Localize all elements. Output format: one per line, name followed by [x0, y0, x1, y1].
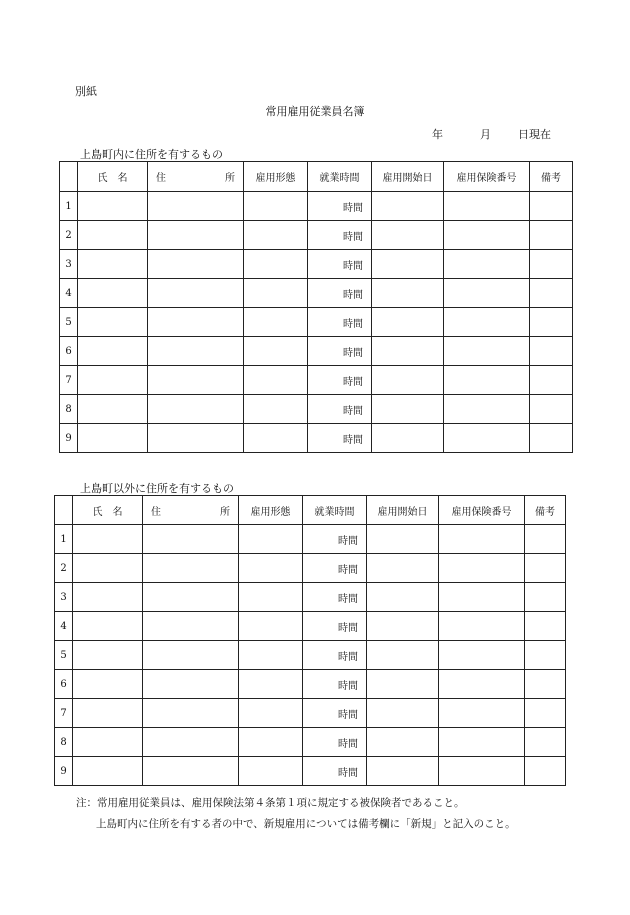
name-cell[interactable]: [78, 366, 148, 395]
start-date-cell[interactable]: [367, 525, 439, 554]
insurance-number-cell[interactable]: [444, 395, 530, 424]
name-cell[interactable]: [78, 250, 148, 279]
insurance-number-cell[interactable]: [439, 554, 525, 583]
insurance-number-cell[interactable]: [439, 641, 525, 670]
name-cell[interactable]: [73, 554, 143, 583]
date-year: 年: [432, 128, 443, 141]
insurance-number-cell[interactable]: [444, 424, 530, 453]
work-hours-cell: 時間: [303, 670, 367, 699]
work-hours-cell: 時間: [303, 641, 367, 670]
work-hours-cell: 時間: [303, 612, 367, 641]
insurance-number-cell[interactable]: [444, 279, 530, 308]
header-insurance-number: 雇用保険番号: [444, 162, 530, 192]
insurance-number-cell[interactable]: [444, 337, 530, 366]
start-date-cell[interactable]: [372, 279, 444, 308]
table-row: [60, 250, 573, 279]
header-number: [60, 162, 78, 192]
table-row: [60, 395, 573, 424]
name-cell[interactable]: [78, 337, 148, 366]
insurance-number-cell[interactable]: [444, 221, 530, 250]
remarks-cell[interactable]: [530, 221, 573, 250]
row-number: 9: [55, 757, 73, 786]
attachment-label: 別紙: [75, 85, 97, 98]
remarks-cell[interactable]: [525, 525, 566, 554]
employment-type-cell[interactable]: [239, 757, 303, 786]
start-date-cell[interactable]: [372, 366, 444, 395]
remarks-cell[interactable]: [525, 699, 566, 728]
employment-type-cell[interactable]: [244, 308, 308, 337]
employment-type-cell[interactable]: [244, 395, 308, 424]
insurance-number-cell[interactable]: [444, 250, 530, 279]
name-cell[interactable]: [78, 192, 148, 221]
row-number: 4: [60, 279, 78, 308]
table-row: [60, 192, 573, 221]
employment-type-cell[interactable]: [239, 670, 303, 699]
row-number: 9: [60, 424, 78, 453]
table-row: [55, 583, 566, 612]
start-date-cell[interactable]: [367, 641, 439, 670]
remarks-cell[interactable]: [530, 279, 573, 308]
work-hours-cell: 時間: [308, 366, 372, 395]
work-hours-cell: 時間: [308, 221, 372, 250]
address-cell[interactable]: [143, 612, 239, 641]
remarks-cell[interactable]: [530, 424, 573, 453]
header-number: [55, 496, 73, 525]
row-number: 5: [60, 308, 78, 337]
name-cell[interactable]: [73, 757, 143, 786]
address-cell[interactable]: [148, 192, 244, 221]
date-day: 日現在: [518, 128, 551, 141]
header-start-date: 雇用開始日: [372, 162, 444, 192]
table-row: [55, 612, 566, 641]
name-cell[interactable]: [73, 699, 143, 728]
roster-table-inside: [59, 161, 573, 453]
date-month: 月: [480, 128, 491, 141]
insurance-number-cell[interactable]: [444, 366, 530, 395]
row-number: 2: [55, 554, 73, 583]
start-date-cell[interactable]: [367, 554, 439, 583]
header-address: 住 所: [143, 496, 239, 525]
name-cell[interactable]: [78, 308, 148, 337]
table-row: [60, 337, 573, 366]
header-work-hours: 就業時間: [308, 162, 372, 192]
employment-type-cell[interactable]: [239, 728, 303, 757]
start-date-cell[interactable]: [372, 221, 444, 250]
table-row: [55, 641, 566, 670]
start-date-cell[interactable]: [372, 424, 444, 453]
table-row: [55, 525, 566, 554]
employment-type-cell[interactable]: [244, 279, 308, 308]
row-number: 3: [60, 250, 78, 279]
remarks-cell[interactable]: [525, 612, 566, 641]
table-row: [60, 221, 573, 250]
header-employment-type: 雇用形態: [244, 162, 308, 192]
start-date-cell[interactable]: [367, 728, 439, 757]
start-date-cell[interactable]: [367, 670, 439, 699]
insurance-number-cell[interactable]: [444, 308, 530, 337]
remarks-cell[interactable]: [530, 337, 573, 366]
row-number: 7: [60, 366, 78, 395]
table-header-row: [60, 162, 573, 192]
address-cell[interactable]: [148, 337, 244, 366]
header-name: 氏 名: [73, 496, 143, 525]
row-number: 7: [55, 699, 73, 728]
header-name: 氏 名: [78, 162, 148, 192]
remarks-cell[interactable]: [525, 554, 566, 583]
header-remarks: 備考: [530, 162, 573, 192]
row-number: 2: [60, 221, 78, 250]
work-hours-cell: 時間: [308, 192, 372, 221]
address-cell[interactable]: [143, 641, 239, 670]
section-title-inside: 上島町内に住所を有するもの: [80, 148, 223, 161]
address-cell[interactable]: [143, 728, 239, 757]
row-number: 6: [55, 670, 73, 699]
address-cell[interactable]: [143, 583, 239, 612]
employment-type-cell[interactable]: [244, 221, 308, 250]
remarks-cell[interactable]: [530, 366, 573, 395]
table-row: [60, 308, 573, 337]
document-title: 常用雇用従業員名簿: [265, 105, 365, 118]
insurance-number-cell[interactable]: [439, 699, 525, 728]
address-cell[interactable]: [143, 670, 239, 699]
address-cell[interactable]: [143, 525, 239, 554]
start-date-cell[interactable]: [372, 395, 444, 424]
work-hours-cell: 時間: [308, 424, 372, 453]
work-hours-cell: 時間: [308, 337, 372, 366]
row-number: 8: [55, 728, 73, 757]
address-cell[interactable]: [148, 424, 244, 453]
work-hours-cell: 時間: [303, 583, 367, 612]
remarks-cell[interactable]: [525, 757, 566, 786]
remarks-cell[interactable]: [525, 670, 566, 699]
header-remarks: 備考: [525, 496, 566, 525]
note-line-1: 注：常用雇用従業員は、雇用保険法第４条第１項に規定する被保険者であること。: [76, 797, 465, 809]
work-hours-cell: 時間: [308, 308, 372, 337]
insurance-number-cell[interactable]: [444, 192, 530, 221]
insurance-number-cell[interactable]: [439, 757, 525, 786]
name-cell[interactable]: [73, 670, 143, 699]
work-hours-cell: 時間: [308, 279, 372, 308]
address-cell[interactable]: [148, 221, 244, 250]
address-cell[interactable]: [143, 699, 239, 728]
row-number: 3: [55, 583, 73, 612]
header-address: 住 所: [148, 162, 244, 192]
work-hours-cell: 時間: [308, 250, 372, 279]
table-row: [55, 699, 566, 728]
table-row: [55, 670, 566, 699]
name-cell[interactable]: [73, 641, 143, 670]
date-line: [432, 126, 551, 142]
work-hours-cell: 時間: [308, 395, 372, 424]
remarks-cell[interactable]: [525, 583, 566, 612]
name-cell[interactable]: [78, 395, 148, 424]
header-employment-type: 雇用形態: [239, 496, 303, 525]
name-cell[interactable]: [78, 279, 148, 308]
employment-type-cell[interactable]: [244, 366, 308, 395]
address-cell[interactable]: [148, 308, 244, 337]
employment-type-cell[interactable]: [244, 337, 308, 366]
work-hours-cell: 時間: [303, 525, 367, 554]
employment-type-cell[interactable]: [239, 699, 303, 728]
insurance-number-cell[interactable]: [439, 583, 525, 612]
address-cell[interactable]: [148, 366, 244, 395]
remarks-cell[interactable]: [530, 395, 573, 424]
table-row: [60, 424, 573, 453]
row-number: 6: [60, 337, 78, 366]
name-cell[interactable]: [73, 583, 143, 612]
header-start-date: 雇用開始日: [367, 496, 439, 525]
section-title-outside: 上島町以外に住所を有するもの: [80, 482, 234, 495]
start-date-cell[interactable]: [367, 757, 439, 786]
address-cell[interactable]: [143, 757, 239, 786]
address-cell[interactable]: [148, 395, 244, 424]
insurance-number-cell[interactable]: [439, 728, 525, 757]
remarks-cell[interactable]: [525, 641, 566, 670]
start-date-cell[interactable]: [367, 699, 439, 728]
row-number: 1: [55, 525, 73, 554]
address-cell[interactable]: [148, 279, 244, 308]
start-date-cell[interactable]: [372, 192, 444, 221]
work-hours-cell: 時間: [303, 728, 367, 757]
remarks-cell[interactable]: [530, 308, 573, 337]
row-number: 4: [55, 612, 73, 641]
row-number: 5: [55, 641, 73, 670]
table-row: [55, 728, 566, 757]
name-cell[interactable]: [73, 612, 143, 641]
insurance-number-cell[interactable]: [439, 525, 525, 554]
employment-type-cell[interactable]: [239, 641, 303, 670]
name-cell[interactable]: [78, 424, 148, 453]
insurance-number-cell[interactable]: [439, 612, 525, 641]
name-cell[interactable]: [73, 728, 143, 757]
address-cell[interactable]: [148, 250, 244, 279]
work-hours-cell: 時間: [303, 757, 367, 786]
table-row: [55, 554, 566, 583]
start-date-cell[interactable]: [372, 337, 444, 366]
header-work-hours: 就業時間: [303, 496, 367, 525]
start-date-cell[interactable]: [372, 308, 444, 337]
table-row: [55, 757, 566, 786]
table-row: [60, 279, 573, 308]
employment-type-cell[interactable]: [244, 192, 308, 221]
employment-type-cell[interactable]: [239, 554, 303, 583]
name-cell[interactable]: [78, 221, 148, 250]
start-date-cell[interactable]: [367, 612, 439, 641]
header-insurance-number: 雇用保険番号: [439, 496, 525, 525]
insurance-number-cell[interactable]: [439, 670, 525, 699]
employment-type-cell[interactable]: [239, 612, 303, 641]
row-number: 8: [60, 395, 78, 424]
name-cell[interactable]: [73, 525, 143, 554]
roster-table-outside: [54, 495, 566, 786]
start-date-cell[interactable]: [367, 583, 439, 612]
employment-type-cell[interactable]: [244, 424, 308, 453]
employment-type-cell[interactable]: [239, 525, 303, 554]
table-row: [60, 366, 573, 395]
work-hours-cell: 時間: [303, 699, 367, 728]
remarks-cell[interactable]: [530, 250, 573, 279]
work-hours-cell: 時間: [303, 554, 367, 583]
remarks-cell[interactable]: [525, 728, 566, 757]
employment-type-cell[interactable]: [244, 250, 308, 279]
note-line-2: 上島町内に住所を有する者の中で、新規雇用については備考欄に「新規」と記入のこと。: [96, 818, 516, 830]
row-number: 1: [60, 192, 78, 221]
table-header-row: [55, 496, 566, 525]
address-cell[interactable]: [143, 554, 239, 583]
remarks-cell[interactable]: [530, 192, 573, 221]
employment-type-cell[interactable]: [239, 583, 303, 612]
start-date-cell[interactable]: [372, 250, 444, 279]
